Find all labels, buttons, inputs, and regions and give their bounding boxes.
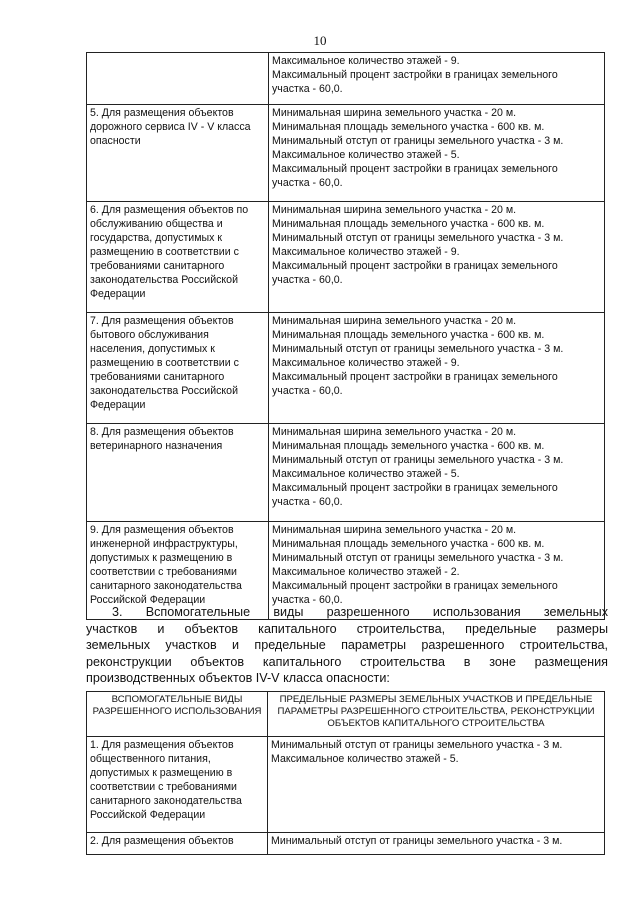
heading-line: производственных объектов IV-V класса опасности:	[86, 671, 390, 685]
table-row	[87, 105, 605, 202]
parameter-line: Максимальный процент застройки в границах земельного	[272, 371, 558, 383]
use-type-text: 5. Для размещения объектов дорожного сервиса IV - V класса опасности	[90, 107, 251, 147]
use-type-cell	[87, 313, 269, 424]
parameter-line: участка - 60,0.	[272, 496, 343, 508]
use-type-cell	[87, 424, 269, 522]
parameter-line: Минимальный отступ от границы земельного участка - 3 м.	[272, 552, 564, 564]
page-number: 10	[313, 33, 327, 48]
section-3-heading	[86, 604, 608, 687]
parameter-line: Максимальное количество этажей - 9.	[272, 55, 460, 67]
use-type-cell	[87, 53, 269, 105]
parameter-line: Минимальная ширина земельного участка - 20 м.	[272, 204, 517, 216]
parameter-line: Минимальная ширина земельного участка - 20 м.	[272, 107, 517, 119]
table-row	[87, 53, 605, 105]
parameter-line: Минимальный отступ от границы земельного участка - 3 м.	[271, 739, 563, 751]
parameter-line: Минимальный отступ от границы земельного участка - 3 м.	[272, 232, 564, 244]
parameter-line: Максимальное количество этажей - 5.	[271, 753, 459, 765]
parameter-line: Минимальный отступ от границы земельного участка - 3 м.	[271, 835, 563, 847]
parameter-line: участка - 60,0.	[272, 594, 343, 606]
parameter-line: Максимальный процент застройки в границах земельного	[272, 580, 558, 592]
heading-line: реконструкции объектов капитального строительства в зоне размещения	[86, 654, 608, 669]
parameter-line: Минимальная ширина земельного участка - 20 м.	[272, 315, 517, 327]
parameter-line: Минимальная площадь земельного участка - 600 кв. м.	[272, 218, 545, 230]
parameters-cell	[269, 105, 605, 202]
parameter-line: Минимальный отступ от границы земельного участка - 3 м.	[272, 454, 564, 466]
use-type-cell	[87, 202, 269, 313]
parameters-cell	[269, 53, 605, 105]
parameter-line: Минимальная площадь земельного участка - 600 кв. м.	[272, 121, 545, 133]
parameter-line: участка - 60,0.	[272, 83, 343, 95]
heading-line: участков и объектов капитального строительства, предельные размеры	[86, 621, 608, 636]
use-type-text: 8. Для размещения объектов ветеринарного назначения	[90, 426, 234, 452]
heading-line: земельных участков и предельные параметры разрешенного строительства,	[86, 638, 608, 652]
parameter-line: участка - 60,0.	[272, 274, 343, 286]
table-row	[87, 424, 605, 522]
parameter-line: Максимальное количество этажей - 5.	[272, 468, 460, 480]
table-row	[87, 833, 605, 855]
use-type-cell	[87, 105, 269, 202]
use-type-text: 6. Для размещения объектов по обслуживанию общества и государства, допустимых к размещению в соответствии с требованиями санитарного законодательства Российской Федерации	[90, 204, 249, 300]
use-type-text: 7. Для размещения объектов бытового обслуживания населения, допустимых к размещению в соответствии с требованиями санитарного законодательства Российской Федерации	[90, 315, 239, 411]
parameter-line: Максимальное количество этажей - 9.	[272, 246, 460, 258]
auxiliary-use-table-body	[87, 737, 605, 855]
parameters-cell	[269, 313, 605, 424]
parameter-line: Минимальная ширина земельного участка - 20 м.	[272, 426, 517, 438]
table-row	[87, 737, 605, 833]
parameter-line: Максимальный процент застройки в границах земельного	[272, 260, 558, 272]
parameter-line: Максимальный процент застройки в границах земельного	[272, 163, 558, 175]
use-type-text: 1. Для размещения объектов общественного питания, допустимых к размещению в соответствии с требованиями санитарного законодательства Российской Федерации	[90, 739, 242, 821]
parameter-line: Минимальная площадь земельного участка - 600 кв. м.	[272, 440, 545, 452]
use-type-cell	[87, 737, 268, 833]
land-use-table	[86, 52, 605, 620]
use-type-cell	[87, 833, 268, 855]
parameters-cell	[268, 833, 605, 855]
parameter-line: Максимальный процент застройки в границах земельного	[272, 69, 558, 81]
use-type-text: 9. Для размещения объектов инженерной инфраструктуры, допустимых к размещению в соответствии с требованиями санитарного законодательства Российской Федерации	[90, 524, 242, 606]
parameters-cell	[269, 424, 605, 522]
parameter-line: Минимальная площадь земельного участка - 600 кв. м.	[272, 538, 545, 550]
parameter-line: Максимальное количество этажей - 2.	[272, 566, 460, 578]
header-limit-parameters: ПРЕДЕЛЬНЫЕ РАЗМЕРЫ ЗЕМЕЛЬНЫХ УЧАСТКОВ И ПРЕДЕЛЬНЫЕ ПАРАМЕТРЫ РАЗРЕШЕННОГО СТРОИТЕЛЬСТВА, РЕКОНСТРУКЦИИ ОБЪЕКТОВ КАПИТАЛЬНОГО СТРОИТЕЛЬСТВА	[268, 692, 605, 737]
use-type-text: 2. Для размещения объектов	[90, 835, 234, 847]
table-row	[87, 313, 605, 424]
parameters-cell	[268, 737, 605, 833]
header-auxiliary-uses: ВСПОМОГАТЕЛЬНЫЕ ВИДЫ РАЗРЕШЕННОГО ИСПОЛЬЗОВАНИЯ	[87, 692, 268, 737]
auxiliary-use-table	[86, 691, 605, 855]
parameters-cell	[269, 202, 605, 313]
table-header-row	[87, 692, 605, 737]
table-row	[87, 202, 605, 313]
parameter-line: Максимальное количество этажей - 5.	[272, 149, 460, 161]
parameter-line: Минимальная ширина земельного участка - 20 м.	[272, 524, 517, 536]
heading-line: 3. Вспомогательные виды разрешенного использования земельных	[112, 605, 608, 619]
parameter-line: Максимальное количество этажей - 9.	[272, 357, 460, 369]
parameter-line: участка - 60,0.	[272, 177, 343, 189]
parameter-line: Минимальная площадь земельного участка - 600 кв. м.	[272, 329, 545, 341]
parameter-line: Минимальный отступ от границы земельного участка - 3 м.	[272, 343, 564, 355]
parameter-line: Максимальный процент застройки в границах земельного	[272, 482, 558, 494]
land-use-table-body	[87, 53, 605, 620]
parameter-line: участка - 60,0.	[272, 385, 343, 397]
parameter-line: Минимальный отступ от границы земельного участка - 3 м.	[272, 135, 564, 147]
